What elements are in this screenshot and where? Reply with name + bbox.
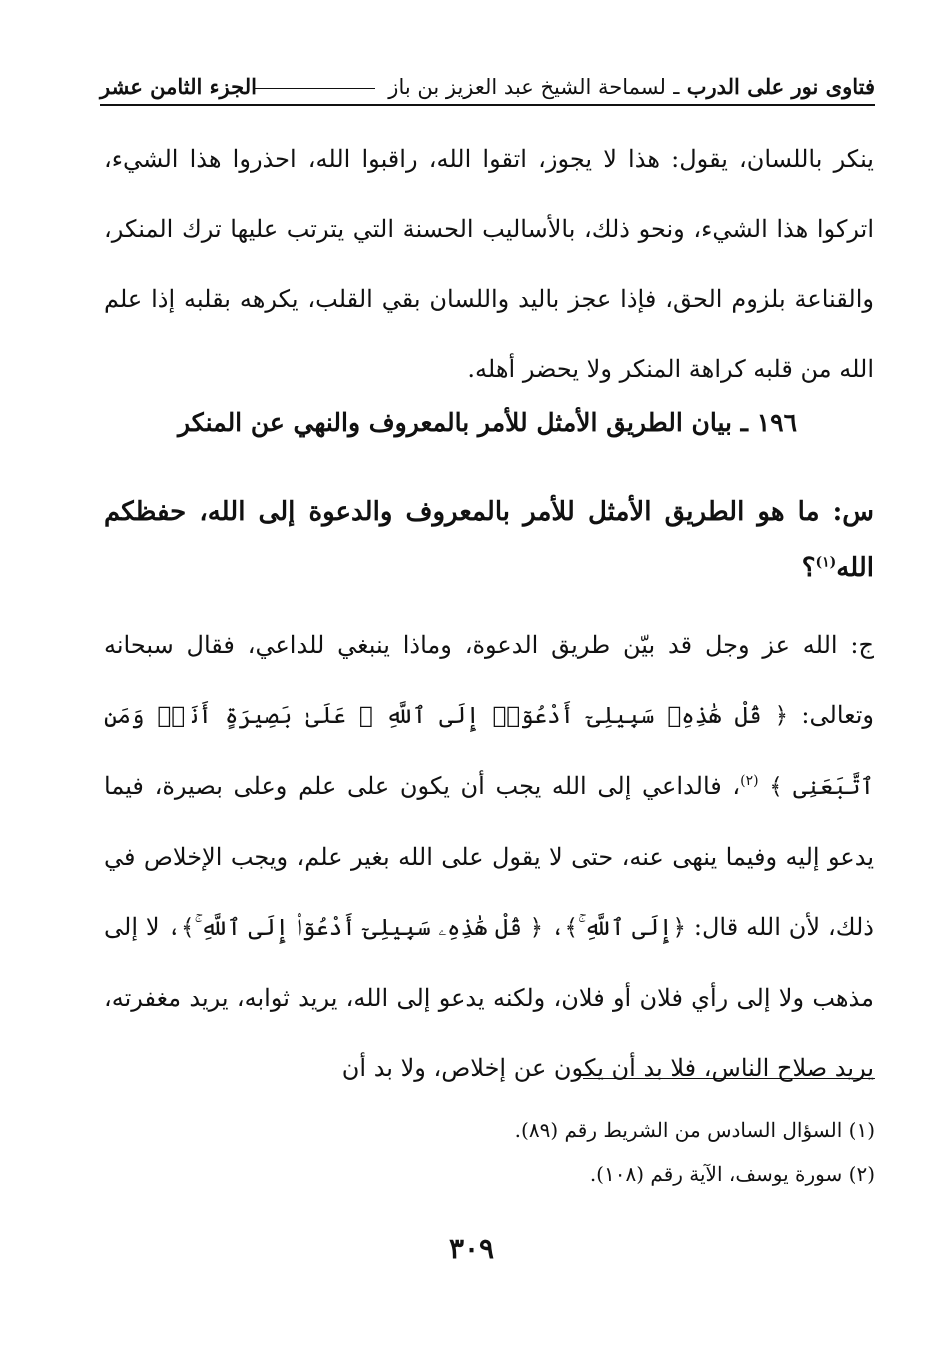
question-mark: ؟ (801, 553, 816, 583)
question-text: س: ما هو الطريق الأمثل للأمر بالمعروف والدعوة إلى الله، حفظكم الله (104, 497, 874, 583)
quran-verse-1: ﴿ قُلْ هَٰذِهِۦ سَبِيلِىٓ أَدْعُوٓا۟ إِلَى ٱللَّهِ ۚ عَلَىٰ بَصِيرَةٍ أَنَا۠ وَمَنِ ٱتَّبَعَنِى ﴾ (104, 703, 874, 800)
running-header (100, 70, 875, 106)
intro-paragraph: ينكر باللسان، يقول: هذا لا يجوز، اتقوا الله، راقبوا الله، احذروا هذا الشيء، اتركوا هذا الشيء، ونحو ذلك، بالأساليب الحسنة التي يترتب عليها ترك المنكر، والقناعة بلزوم الحق، فإذا عجز باليد واللسان بقي القلب، يكرهه بقلبه إذا علم الله من قلبه كراهة المنكر ولا يحضر أهله. (104, 145, 874, 383)
footnote-1: (١) السؤال السادس من الشريط رقم (٨٩). (514, 1118, 875, 1142)
book-title: فتاوى نور على الدرب (686, 74, 875, 99)
header-author: لسماحة الشيخ عبد العزيز بن باز (388, 75, 666, 99)
header-book-title (249, 74, 875, 99)
question (104, 484, 874, 596)
header-part: الجزء الثامن عشر (100, 74, 257, 99)
answer-text-1: ج: الله عز وجل قد بيّن طريق الدعوة، وماذا ينبغي للداعي، فقال سبحانه وتعالى: (104, 631, 874, 729)
header-underline (100, 104, 875, 106)
page-number: ٣٠٩ (448, 1232, 495, 1265)
answer-text-2: ، فالداعي إلى الله يجب أن يكون على علم وعلى بصيرة، فيما يدعو إليه وفيما ينهى عنه، حتى لا يقول على الله بغير علم، ويجب الإخلاص في ذلك، لأن الله قال: (104, 772, 874, 941)
footnote-rule (583, 1078, 875, 1079)
quran-verse-3: ﴿ قُلْ هَٰذِهِۦ سَبِيلِىٓ أَدْعُوٓا۟ إِلَى ٱللَّهِ ۚ﴾، (167, 915, 544, 941)
section-title: ١٩٦ ـ بيان الطريق الأمثل للأمر بالمعروف والنهي عن المنكر (177, 408, 798, 437)
header-rule (255, 88, 375, 89)
answer-text-3: لا إلى مذهب ولا إلى رأي فلان أو فلان، ولكنه يدعو إلى الله، يريد ثوابه، يريد مغفرته، يريد صلاح الناس، فلا بد أن يكون عن إخلاص، ولا بد أن (104, 913, 874, 1082)
header-separator: ـ (673, 75, 680, 99)
footnote-ref-2[interactable]: (٢) (740, 773, 759, 789)
quran-verse-2: ﴿إِلَى ٱللَّهِ ۚ﴾، (551, 915, 686, 941)
footnote-2: (٢) سورة يوسف، الآية رقم (١٠٨). (589, 1162, 875, 1186)
footnote-ref-1[interactable]: (١) (815, 554, 837, 571)
answer-paragraph (104, 610, 874, 1103)
